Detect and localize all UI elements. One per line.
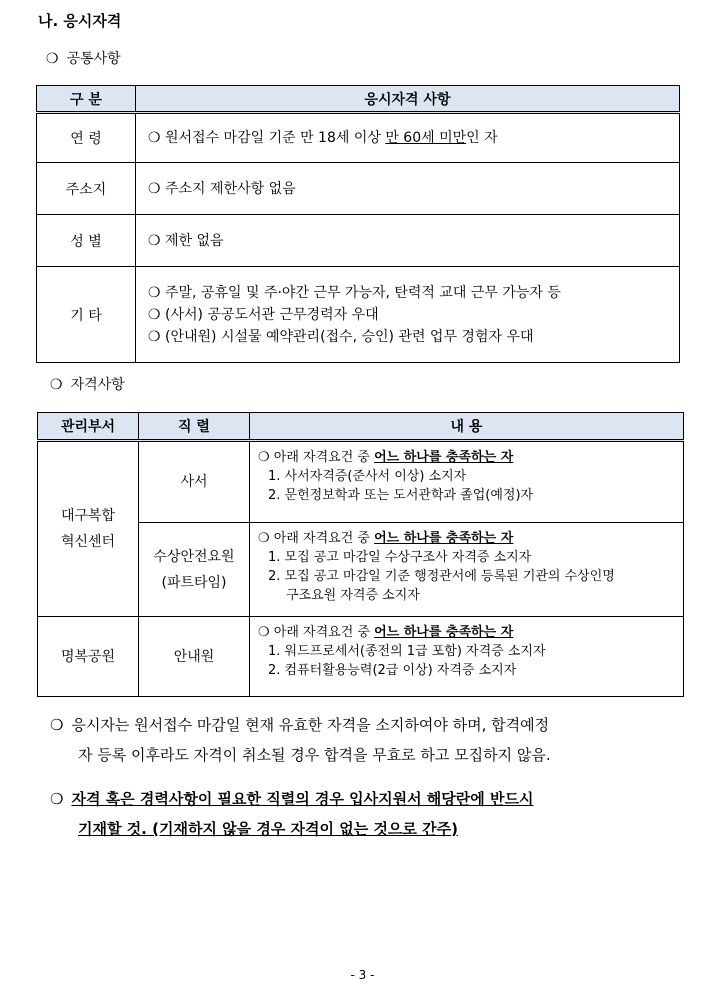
etc-line: ❍ (안내원) 시설물 예약관리(접수, 승인) 관련 업무 경험자 우대 <box>148 328 534 345</box>
note-line: 응시자는 원서접수 마감일 현재 유효한 자격을 소지하여야 하며, 합격예정 <box>71 716 550 734</box>
note-validity <box>50 710 690 770</box>
content-cell: ❍ 아래 자격요건 중 어느 하나를 충족하는 자 1. 모집 공고 마감일 수상구조사 자격증 소지자 2. 모집 공고 마감일 기준 행정관서에 등록된 기관의 수상인명 구조요원 자격증 소지자 <box>250 523 684 617</box>
table-row <box>38 617 684 697</box>
note-line: 자 등록 이후라도 자격이 취소될 경우 합격을 무효로 하고 모집하지 않음. <box>78 746 551 764</box>
table-row <box>37 113 680 163</box>
circle-bullet-icon: ❍ <box>50 716 64 734</box>
job-cell: 수상안전요원 (파트타임) <box>139 523 250 617</box>
circle-bullet-icon: ❍ <box>50 377 63 393</box>
bold-underlined-text: 어느 하나를 충족하는 자 <box>374 450 514 465</box>
list-item: 1. 모집 공고 마감일 수상구조사 자격증 소지자 <box>268 550 532 565</box>
table-row <box>37 215 680 267</box>
etc-line: ❍ 주말, 공휴일 및 주·야간 근무 가능자, 탄력적 교대 근무 가능자 등 <box>148 284 561 301</box>
row-content <box>136 267 680 363</box>
age-underlined: 만 60세 미만 <box>385 130 467 146</box>
list-item-continued: 구조요원 자격증 소지자 <box>286 588 420 603</box>
table-row <box>37 267 680 363</box>
list-item: 1. 사서자격증(준사서 이상) 소지자 <box>268 469 467 484</box>
qual-subtitle <box>50 374 125 394</box>
header-dept: 관리부서 <box>38 413 139 441</box>
common-requirements-table <box>36 85 680 363</box>
table-row <box>38 441 684 523</box>
section-title: 나. 응시자격 <box>38 12 122 30</box>
header-requirements: 응시자격 사항 <box>136 86 680 113</box>
circle-bullet-icon: ❍ <box>50 790 64 808</box>
bold-underlined-text: 어느 하나를 충족하는 자 <box>374 625 514 640</box>
row-label: 연 령 <box>37 113 136 163</box>
header-job: 직 렬 <box>139 413 250 441</box>
job-cell: 사서 <box>139 441 250 523</box>
header-content: 내 용 <box>250 413 684 441</box>
note-line: 기재할 것. (기재하지 않을 경우 자격이 없는 것으로 간주) <box>78 820 458 838</box>
dept-cell: 대구복합 혁신센터 <box>38 441 139 617</box>
common-subtitle-text: 공통사항 <box>66 51 121 67</box>
page-number: - 3 - <box>350 968 375 982</box>
age-text: ❍ 원서접수 마감일 기준 만 18세 이상 <box>148 130 386 146</box>
job-cell: 안내원 <box>139 617 250 697</box>
header-category: 구 분 <box>37 86 136 113</box>
list-item: 2. 문헌정보학과 또는 도서관학과 졸업(예정)자 <box>268 488 534 503</box>
bold-underlined-text: 어느 하나를 충족하는 자 <box>374 531 514 546</box>
age-text-end: 인 자 <box>466 130 498 146</box>
qual-subtitle-text: 자격사항 <box>70 377 125 393</box>
content-cell: ❍ 아래 자격요건 중 어느 하나를 충족하는 자 1. 사서자격증(준사서 이상) 소지자 2. 문헌정보학과 또는 도서관학과 졸업(예정)자 <box>250 441 684 523</box>
list-item: 2. 모집 공고 마감일 기준 행정관서에 등록된 기관의 수상인명 <box>268 569 615 584</box>
table-row <box>37 163 680 215</box>
common-subtitle <box>46 48 121 68</box>
note-line: 자격 혹은 경력사항이 필요한 직렬의 경우 입사지원서 해당란에 반드시 <box>71 790 534 808</box>
content-cell: ❍ 아래 자격요건 중 어느 하나를 충족하는 자 1. 워드프로세서(종전의 1급 포함) 자격증 소지자 2. 컴퓨터활용능력(2급 이상) 자격증 소지자 <box>250 617 684 697</box>
row-content: ❍ 주소지 제한사항 없음 <box>136 163 680 215</box>
row-label: 성 별 <box>37 215 136 267</box>
row-content <box>136 113 680 163</box>
dept-cell: 명복공원 <box>38 617 139 697</box>
row-content: ❍ 제한 없음 <box>136 215 680 267</box>
list-item: 1. 워드프로세서(종전의 1급 포함) 자격증 소지자 <box>268 644 546 659</box>
row-label: 주소지 <box>37 163 136 215</box>
row-label: 기 타 <box>37 267 136 363</box>
qualification-table <box>37 412 684 697</box>
note-record <box>50 784 690 844</box>
list-item: 2. 컴퓨터활용능력(2급 이상) 자격증 소지자 <box>268 663 517 678</box>
etc-line: ❍ (사서) 공공도서관 근무경력자 우대 <box>148 306 379 323</box>
circle-bullet-icon: ❍ <box>46 51 59 67</box>
